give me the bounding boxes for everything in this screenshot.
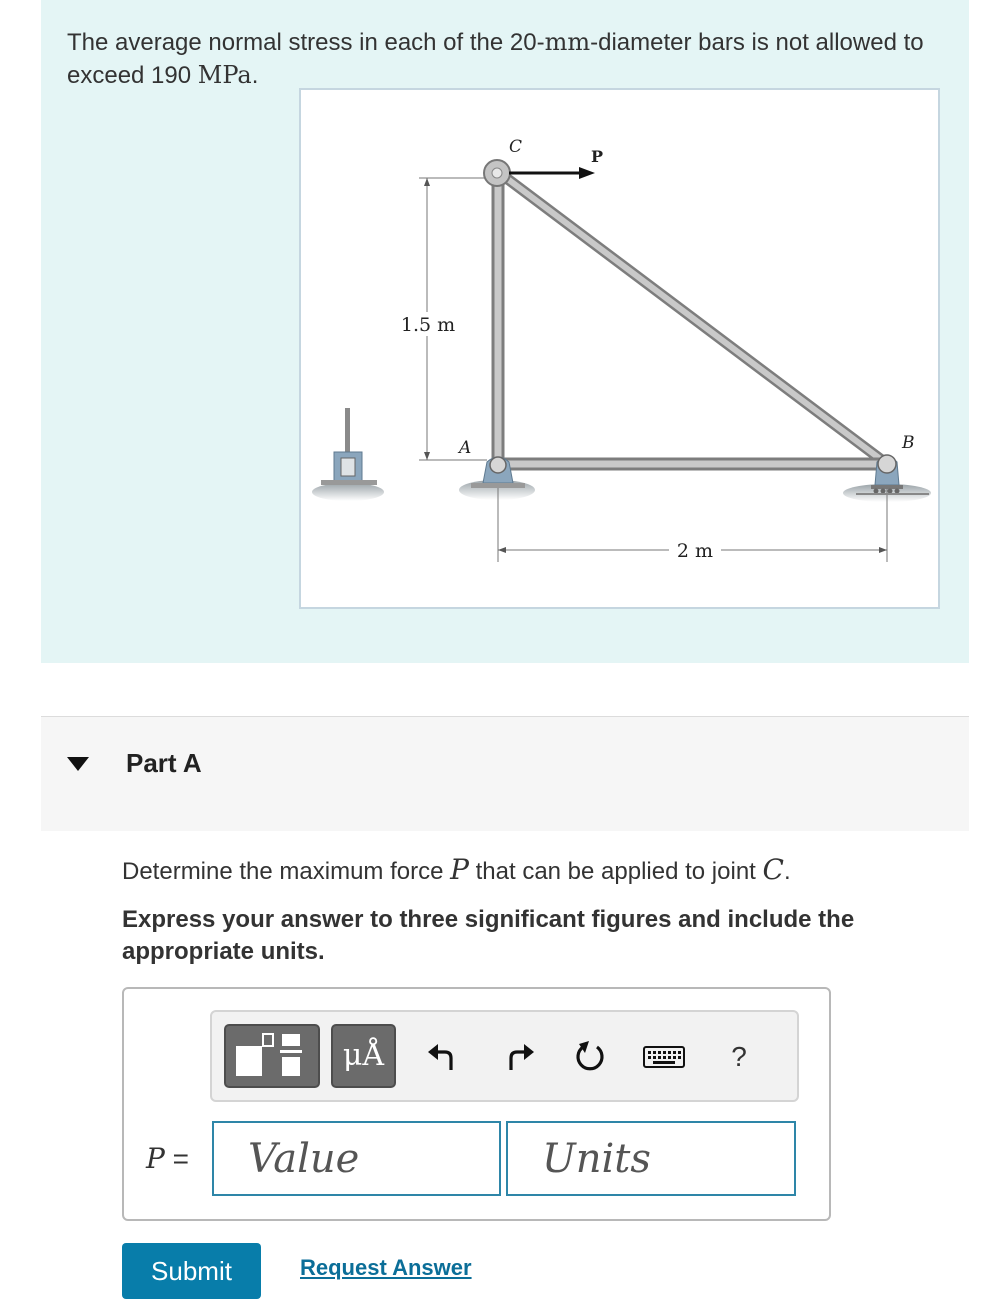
force-p-head [579,167,595,179]
redo-button[interactable] [502,1030,538,1084]
question-text: Determine the maximum force P that can be applied to joint C. [122,853,791,886]
redo-icon [503,1040,537,1074]
part-title: Part A [126,748,202,778]
question-var: P [450,853,469,886]
label-p: P [591,147,604,166]
submit-button[interactable]: Submit [122,1243,261,1299]
collapse-triangle-icon[interactable] [67,757,89,771]
answer-label: P = [146,1142,189,1175]
label-a: A [459,438,472,458]
dim-arrow-up [424,178,430,186]
request-answer-link[interactable]: Request Answer [300,1255,472,1280]
help-icon: ? [731,1041,747,1072]
templates-button[interactable] [224,1024,320,1088]
bar-bc-highlight [501,174,887,464]
problem-statement: The average normal stress in each of the 20-mm-diameter bars is not allowed to exceed 190 MPa. [67,28,924,89]
keyboard-button[interactable] [640,1030,688,1084]
detail-base [321,480,377,485]
dim-arrow-right [879,547,887,553]
help-button[interactable] [722,1030,756,1084]
dim-arrow-left [498,547,506,553]
pin-a [490,457,506,473]
reset-icon [572,1039,608,1075]
detail-inner [341,458,355,476]
dim-arrow-down [424,452,430,460]
reset-button[interactable] [570,1030,610,1084]
question-joint: C [762,853,784,886]
templates-icon [226,1026,318,1086]
ground-left [312,483,384,501]
units-input[interactable] [506,1121,796,1196]
instruction-text: Express your answer to three significant figures and include the appropriate units. [122,906,855,965]
undo-button[interactable] [424,1030,460,1084]
value-input[interactable] [212,1121,501,1196]
label-c: C [509,137,523,157]
pin-b [878,455,896,473]
unit-mpa: MPa [197,61,252,89]
truss-figure [299,88,940,609]
unit-mm: mm [544,28,591,56]
dim-horizontal-label: 2 m [676,540,714,562]
units-symbol: μÅ [342,1038,385,1073]
dim-vertical-label: 1.5 m [400,314,456,336]
label-b: B [902,433,915,453]
units-button[interactable] [331,1024,396,1088]
undo-icon [425,1040,459,1074]
keyboard-icon [642,1042,686,1072]
